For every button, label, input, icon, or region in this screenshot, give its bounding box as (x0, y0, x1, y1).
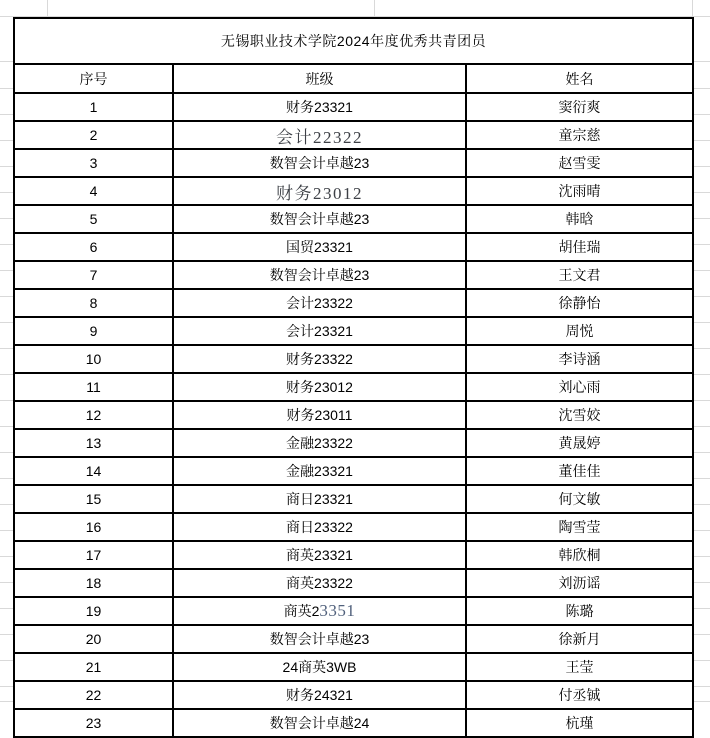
index-cell[interactable]: 18 (14, 569, 173, 597)
name-cell[interactable]: 陈璐 (466, 597, 693, 625)
name-cell[interactable]: 杭瑾 (466, 709, 693, 737)
table-row (14, 597, 693, 625)
index-cell[interactable]: 2 (14, 121, 173, 149)
header-cell-class[interactable]: 班级 (173, 64, 466, 93)
name-cell[interactable]: 徐静怡 (466, 289, 693, 317)
class-text: 金融23322 (286, 435, 353, 451)
table-row (14, 541, 693, 569)
table-title[interactable]: 无锡职业技术学院2024年度优秀共青团员 (14, 18, 693, 64)
class-text: 数智会计卓越24 (269, 715, 370, 731)
index-cell[interactable]: 21 (14, 653, 173, 681)
class-text: 会计23321 (286, 323, 353, 339)
table-row (14, 681, 693, 709)
table-row (14, 457, 693, 485)
index-cell[interactable]: 11 (14, 373, 173, 401)
index-cell[interactable]: 4 (14, 177, 173, 205)
table-row (14, 317, 693, 345)
class-cell[interactable] (173, 457, 466, 485)
index-cell[interactable]: 22 (14, 681, 173, 709)
class-cell[interactable] (173, 93, 466, 121)
class-cell[interactable] (173, 597, 466, 625)
class-text: 会计23322 (286, 295, 353, 311)
class-text: 财务23322 (286, 351, 353, 367)
class-cell[interactable] (173, 625, 466, 653)
index-cell[interactable]: 15 (14, 485, 173, 513)
class-text: 数智会计卓越23 (269, 211, 370, 227)
table-row (14, 121, 693, 149)
class-cell[interactable] (173, 289, 466, 317)
members-table (13, 17, 694, 738)
class-cell[interactable] (173, 401, 466, 429)
class-text: 国贸23321 (286, 239, 353, 255)
index-cell[interactable]: 1 (14, 93, 173, 121)
class-cell[interactable] (173, 569, 466, 597)
index-cell[interactable]: 3 (14, 149, 173, 177)
name-cell[interactable]: 董佳佳 (466, 457, 693, 485)
name-cell[interactable]: 刘沥谣 (466, 569, 693, 597)
class-text: 会计22322 (276, 127, 363, 147)
class-cell[interactable] (173, 121, 466, 149)
index-cell[interactable]: 9 (14, 317, 173, 345)
class-cell[interactable] (173, 429, 466, 457)
name-cell[interactable]: 何文敏 (466, 485, 693, 513)
class-cell[interactable] (173, 681, 466, 709)
table-row (14, 429, 693, 457)
table-row (14, 205, 693, 233)
name-cell[interactable]: 黄晟婷 (466, 429, 693, 457)
name-cell[interactable]: 沈雪姣 (466, 401, 693, 429)
class-text: 数智会计卓越23 (269, 155, 370, 171)
name-cell[interactable]: 刘心雨 (466, 373, 693, 401)
class-cell[interactable] (173, 177, 466, 205)
class-cell[interactable] (173, 709, 466, 737)
table-row (14, 233, 693, 261)
name-cell[interactable]: 沈雨晴 (466, 177, 693, 205)
table-row (14, 401, 693, 429)
name-cell[interactable]: 王莹 (466, 653, 693, 681)
class-text: 3351 (319, 601, 356, 620)
class-text: 商英2 (283, 603, 320, 619)
class-cell[interactable] (173, 373, 466, 401)
class-text: 商英23321 (286, 547, 353, 563)
class-cell[interactable] (173, 513, 466, 541)
table-row (14, 653, 693, 681)
class-text: 财务23011 (286, 407, 353, 423)
table-row (14, 289, 693, 317)
title-row (14, 18, 693, 64)
index-cell[interactable]: 13 (14, 429, 173, 457)
index-cell[interactable]: 19 (14, 597, 173, 625)
index-cell[interactable]: 5 (14, 205, 173, 233)
name-cell[interactable]: 徐新月 (466, 625, 693, 653)
index-cell[interactable]: 10 (14, 345, 173, 373)
name-cell[interactable]: 胡佳瑞 (466, 233, 693, 261)
class-text: 财务24321 (286, 687, 353, 703)
table-body (14, 93, 693, 737)
table-row (14, 261, 693, 289)
table-row (14, 625, 693, 653)
table-row (14, 373, 693, 401)
name-cell[interactable]: 李诗涵 (466, 345, 693, 373)
name-cell[interactable]: 韩晗 (466, 205, 693, 233)
index-cell[interactable]: 17 (14, 541, 173, 569)
index-cell[interactable]: 16 (14, 513, 173, 541)
class-cell[interactable] (173, 653, 466, 681)
table-row (14, 345, 693, 373)
name-cell[interactable]: 童宗慈 (466, 121, 693, 149)
class-cell[interactable] (173, 485, 466, 513)
class-cell[interactable] (173, 149, 466, 177)
index-cell[interactable]: 20 (14, 625, 173, 653)
name-cell[interactable]: 王文君 (466, 261, 693, 289)
class-text: 商英23322 (286, 575, 353, 591)
table-row (14, 93, 693, 121)
table-row (14, 177, 693, 205)
class-cell[interactable] (173, 345, 466, 373)
class-cell[interactable] (173, 261, 466, 289)
index-cell[interactable]: 7 (14, 261, 173, 289)
class-text: 财务23012 (286, 379, 353, 395)
index-cell[interactable]: 6 (14, 233, 173, 261)
table-row (14, 513, 693, 541)
table-row (14, 149, 693, 177)
class-cell[interactable] (173, 205, 466, 233)
table-row (14, 485, 693, 513)
class-text: 商日23321 (286, 491, 353, 507)
class-text: 数智会计卓越23 (269, 267, 370, 283)
class-cell[interactable] (173, 317, 466, 345)
index-cell[interactable]: 8 (14, 289, 173, 317)
class-text: 财务23012 (276, 183, 363, 203)
class-text: 金融23321 (286, 463, 353, 479)
table-row (14, 569, 693, 597)
name-cell[interactable]: 陶雪莹 (466, 513, 693, 541)
class-cell[interactable] (173, 541, 466, 569)
table-row (14, 709, 693, 737)
class-cell[interactable] (173, 233, 466, 261)
class-text: 24商英3WB (282, 659, 357, 675)
class-text: 商日23322 (286, 519, 353, 535)
header-cell-index[interactable]: 序号 (14, 64, 173, 93)
name-cell[interactable]: 付丞铖 (466, 681, 693, 709)
header-cell-name[interactable]: 姓名 (466, 64, 693, 93)
name-cell[interactable]: 周悦 (466, 317, 693, 345)
class-text: 数智会计卓越23 (269, 631, 370, 647)
index-cell[interactable]: 23 (14, 709, 173, 737)
header-row (14, 64, 693, 93)
name-cell[interactable]: 韩欣桐 (466, 541, 693, 569)
name-cell[interactable]: 赵雪雯 (466, 149, 693, 177)
index-cell[interactable]: 12 (14, 401, 173, 429)
class-text: 财务23321 (286, 99, 353, 115)
index-cell[interactable]: 14 (14, 457, 173, 485)
name-cell[interactable]: 窦衍爽 (466, 93, 693, 121)
